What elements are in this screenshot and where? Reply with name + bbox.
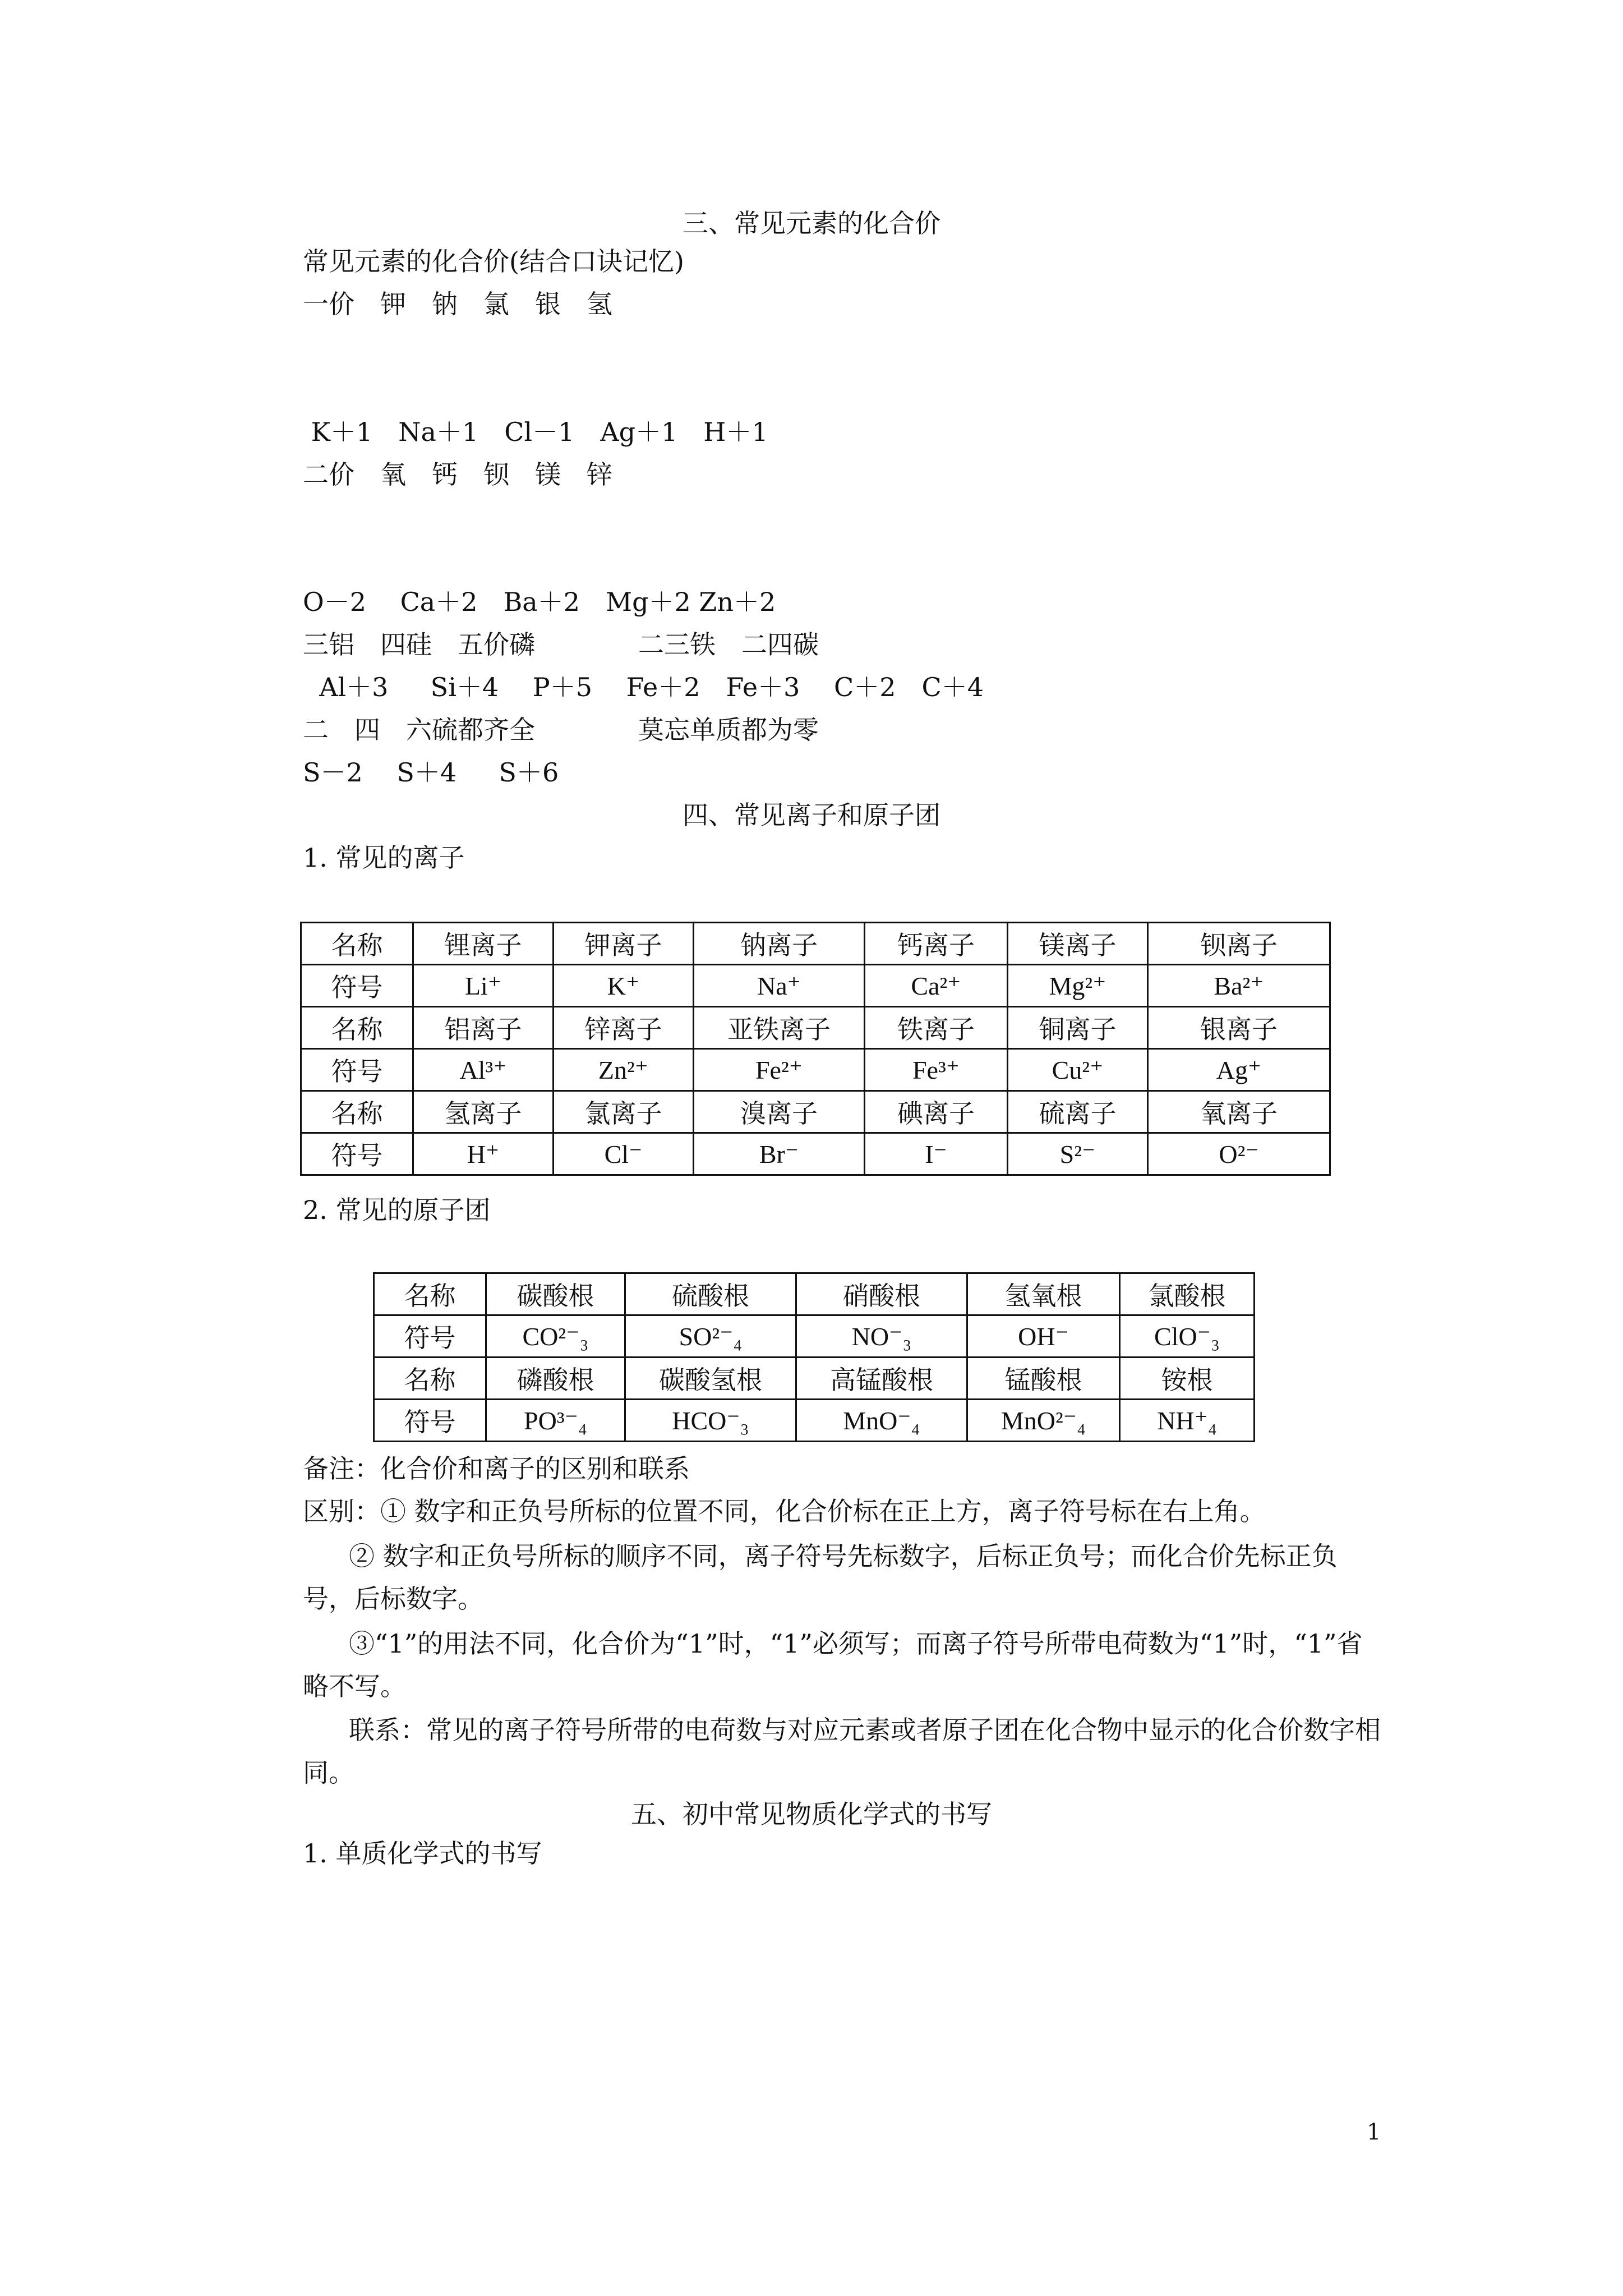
- table-cell: I⁻: [865, 1133, 1008, 1175]
- row-label-cell: 名称: [301, 1007, 413, 1049]
- table-cell: Ba²⁺: [1148, 965, 1330, 1007]
- table-cell: 碳酸氢根: [625, 1358, 796, 1400]
- section-5-title: 五、初中常见物质化学式的书写: [631, 1799, 992, 1829]
- table-cell: MnO²⁻₄: [967, 1400, 1120, 1442]
- ions-row: [301, 1091, 1330, 1133]
- ions-table: [300, 922, 1331, 1176]
- table-cell: 氧离子: [1148, 1091, 1330, 1133]
- table-cell: 高锰酸根: [796, 1358, 967, 1400]
- notes-heading: 备注：化合价和离子的区别和联系: [303, 1453, 690, 1484]
- table-cell: MnO⁻₄: [796, 1400, 967, 1442]
- table-cell: 磷酸根: [486, 1358, 625, 1400]
- table-cell: 氯离子: [554, 1091, 694, 1133]
- table-cell: PO³⁻₄: [486, 1400, 625, 1442]
- row-label-cell: 符号: [374, 1315, 486, 1358]
- table-cell: Ag⁺: [1148, 1049, 1330, 1091]
- table-cell: S²⁻: [1008, 1133, 1148, 1175]
- table-cell: HCO⁻₃: [625, 1400, 796, 1442]
- atomic-groups-table: [373, 1272, 1255, 1442]
- groups-row: [374, 1273, 1255, 1315]
- page-number: 1: [1367, 2119, 1381, 2145]
- mnemonic-line-4: 二 四 六硫都齐全 莫忘单质都为零: [303, 715, 819, 745]
- valence-subtitle: 常见元素的化合价(结合口诀记忆): [303, 246, 684, 277]
- table-cell: Br⁻: [694, 1133, 865, 1175]
- table-cell: 银离子: [1148, 1007, 1330, 1049]
- element-formula-heading: 1. 单质化学式的书写: [303, 1838, 542, 1869]
- table-cell: 锰酸根: [967, 1358, 1120, 1400]
- table-cell: 氢离子: [413, 1091, 554, 1133]
- groups-row: [374, 1315, 1255, 1358]
- table-cell: 硫酸根: [625, 1273, 796, 1315]
- valence-values-1: K＋1 Na＋1 Cl－1 Ag＋1 H＋1: [303, 417, 768, 447]
- row-label-cell: 名称: [301, 923, 413, 965]
- table-cell: NO⁻₃: [796, 1315, 967, 1358]
- row-label-cell: 符号: [301, 1049, 413, 1091]
- groups-row: [374, 1358, 1255, 1400]
- mnemonic-line-2: 二价 氧 钙 钡 镁 锌: [303, 459, 612, 490]
- table-cell: Na⁺: [694, 965, 865, 1007]
- table-cell: O²⁻: [1148, 1133, 1330, 1175]
- row-label-cell: 名称: [301, 1091, 413, 1133]
- table-cell: Mg²⁺: [1008, 965, 1148, 1007]
- table-cell: CO²⁻₃: [486, 1315, 625, 1358]
- table-cell: Al³⁺: [413, 1049, 554, 1091]
- ions-row: [301, 1133, 1330, 1175]
- relation: 联系：常见的离子符号所带的电荷数与对应元素或者原子团在化合物中显示的化合价数字相同。: [303, 1715, 1381, 1788]
- difference-2: ② 数字和正负号所标的顺序不同，离子符号先标数字，后标正负号；而化合价先标正负号，后标数字。: [303, 1541, 1338, 1614]
- ions-row: [301, 965, 1330, 1007]
- table-cell: Ca²⁺: [865, 965, 1008, 1007]
- table-cell: 铜离子: [1008, 1007, 1148, 1049]
- section-4-title: 四、常见离子和原子团: [683, 800, 940, 830]
- table-cell: 锂离子: [413, 923, 554, 965]
- table-cell: 亚铁离子: [694, 1007, 865, 1049]
- table-cell: 钾离子: [554, 923, 694, 965]
- common-ions-heading: 1. 常见的离子: [303, 843, 465, 873]
- table-cell: Fe³⁺: [865, 1049, 1008, 1091]
- table-cell: Fe²⁺: [694, 1049, 865, 1091]
- table-cell: 碳酸根: [486, 1273, 625, 1315]
- table-cell: Zn²⁺: [554, 1049, 694, 1091]
- table-cell: Cu²⁺: [1008, 1049, 1148, 1091]
- row-label-cell: 符号: [301, 1133, 413, 1175]
- table-cell: 硝酸根: [796, 1273, 967, 1315]
- table-cell: 硫离子: [1008, 1091, 1148, 1133]
- table-cell: 氢氧根: [967, 1273, 1120, 1315]
- groups-row: [374, 1400, 1255, 1442]
- row-label-cell: 名称: [374, 1358, 486, 1400]
- mnemonic-line-1: 一价 钾 钠 氯 银 氢: [303, 289, 612, 319]
- valence-values-4: S－2 S＋4 S＋6: [303, 757, 559, 788]
- row-label-cell: 符号: [301, 965, 413, 1007]
- table-cell: 铝离子: [413, 1007, 554, 1049]
- table-cell: 铵根: [1120, 1358, 1255, 1400]
- table-cell: 氯酸根: [1120, 1273, 1255, 1315]
- valence-values-3: Al＋3 Si＋4 P＋5 Fe＋2 Fe＋3 C＋2 C＋4: [303, 672, 984, 702]
- table-cell: OH⁻: [967, 1315, 1120, 1358]
- difference-1: 区别：① 数字和正负号所标的位置不同，化合价标在正上方，离子符号标在右上角。: [303, 1496, 1266, 1526]
- table-cell: Cl⁻: [554, 1133, 694, 1175]
- table-cell: 钡离子: [1148, 923, 1330, 965]
- table-cell: 锌离子: [554, 1007, 694, 1049]
- table-cell: 铁离子: [865, 1007, 1008, 1049]
- mnemonic-line-3: 三铝 四硅 五价磷 二三铁 二四碳: [303, 629, 819, 660]
- difference-3: ③“1”的用法不同，化合价为“1”时，“1”必须写；而离子符号所带电荷数为“1”时，“1”省略不写。: [303, 1628, 1363, 1701]
- table-cell: 溴离子: [694, 1091, 865, 1133]
- ions-row: [301, 1007, 1330, 1049]
- row-label-cell: 名称: [374, 1273, 486, 1315]
- valence-values-2: O－2 Ca＋2 Ba＋2 Mg＋2 Zn＋2: [303, 587, 776, 617]
- table-cell: K⁺: [554, 965, 694, 1007]
- table-cell: NH⁺₄: [1120, 1400, 1255, 1442]
- row-label-cell: 符号: [374, 1400, 486, 1442]
- ions-row: [301, 923, 1330, 965]
- table-cell: ClO⁻₃: [1120, 1315, 1255, 1358]
- section-3-title: 三、常见元素的化合价: [683, 208, 940, 238]
- atomic-groups-heading: 2. 常见的原子团: [303, 1195, 491, 1225]
- table-cell: SO²⁻₄: [625, 1315, 796, 1358]
- table-cell: 镁离子: [1008, 923, 1148, 965]
- table-cell: 钠离子: [694, 923, 865, 965]
- ions-row: [301, 1049, 1330, 1091]
- table-cell: 钙离子: [865, 923, 1008, 965]
- table-cell: 碘离子: [865, 1091, 1008, 1133]
- table-cell: Li⁺: [413, 965, 554, 1007]
- table-cell: H⁺: [413, 1133, 554, 1175]
